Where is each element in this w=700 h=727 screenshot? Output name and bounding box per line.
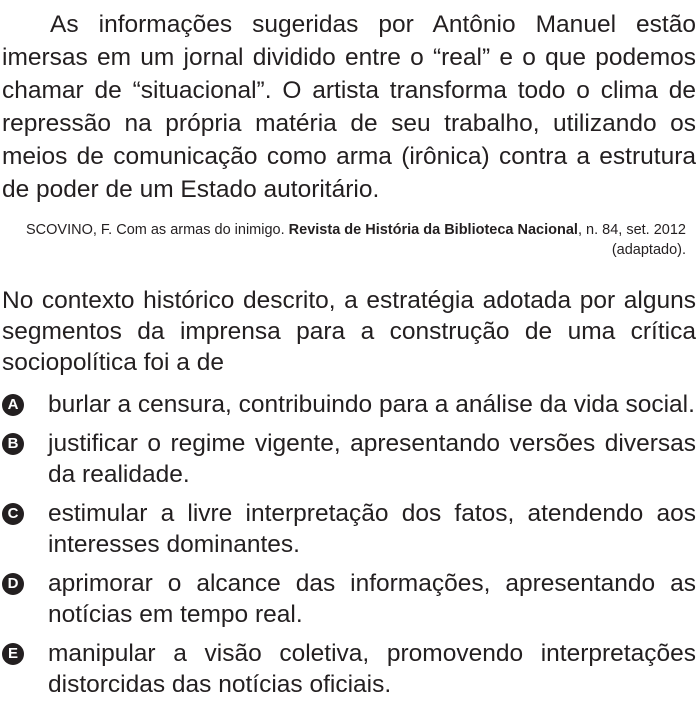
answer-options xyxy=(2,389,696,700)
option-c-badge: C xyxy=(2,503,24,525)
option-c[interactable] xyxy=(2,498,696,560)
option-d-text: aprimorar o alcance das informações, apresentando as notícias em tempo real. xyxy=(48,570,696,628)
citation-prefix: SCOVINO, F. Com as armas do inimigo. xyxy=(25,222,289,238)
option-a[interactable] xyxy=(2,389,696,420)
option-b[interactable] xyxy=(2,428,696,490)
option-b-text: justificar o regime vigente, apresentando versões diversas da realidade. xyxy=(48,430,696,488)
citation-source: Revista de História da Biblioteca Nacional xyxy=(288,222,578,238)
option-d[interactable] xyxy=(2,568,696,630)
question-stem: No contexto histórico descrito, a estratégia adotada por alguns segmentos da imprensa para a construção de uma crítica sociopolítica foi a de xyxy=(2,287,696,376)
option-e[interactable] xyxy=(2,638,696,700)
citation-suffix: , n. 84, set. 2012 (adaptado). xyxy=(577,222,686,258)
passage-text: As informações sugeridas por Antônio Manuel estão imersas em um jornal dividido entre o “real” e o que podemos chamar de “situacional”. O artista transforma todo o clima de repressão na própria matéria de seu trabalho, utilizando os meios de comunicação como arma (irônica) contra a estrutura de poder de um Estado autoritário. xyxy=(2,11,696,203)
option-a-badge: A xyxy=(2,394,24,416)
citation xyxy=(2,220,686,260)
option-b-badge: B xyxy=(2,433,24,455)
option-c-text: estimular a livre interpretação dos fatos, atendendo aos interesses dominantes. xyxy=(48,500,696,558)
option-e-text: manipular a visão coletiva, promovendo interpretações distorcidas das notícias oficiais. xyxy=(48,640,696,698)
option-a-text: burlar a censura, contribuindo para a análise da vida social. xyxy=(48,391,695,418)
option-d-badge: D xyxy=(2,573,24,595)
option-e-badge: E xyxy=(2,643,24,665)
